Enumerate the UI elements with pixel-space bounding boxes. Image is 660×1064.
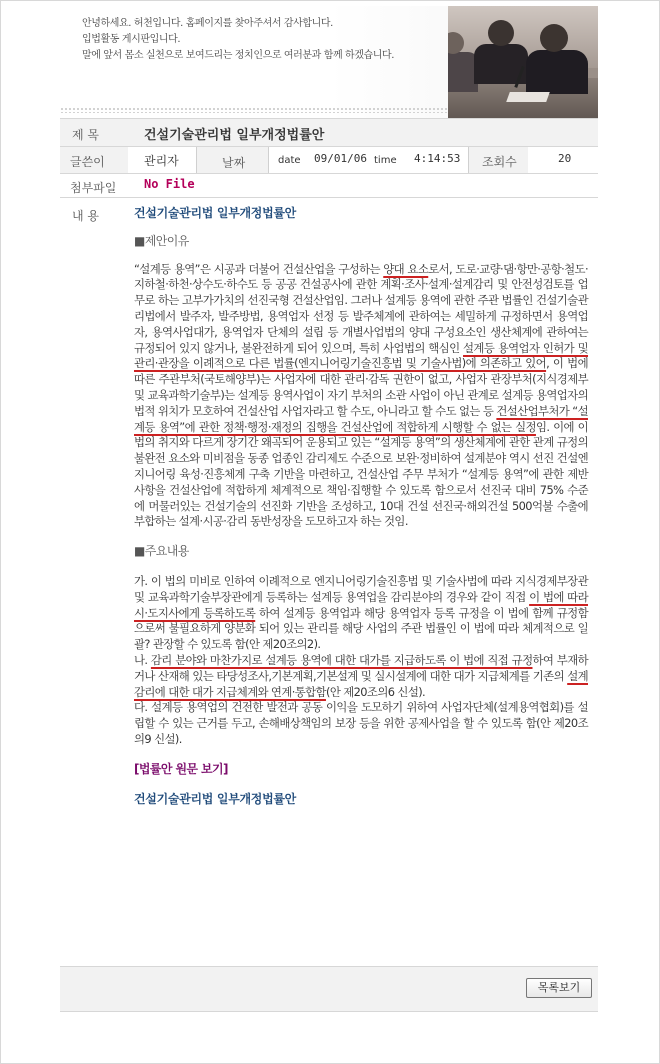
dot-pattern xyxy=(60,107,500,113)
highlight-register-governor: 이 법에 따라 시·도지사에게 등록하도록 xyxy=(134,589,588,620)
highlight-licensing-dependency: 설계등 용역업자 인허가 및 관리·관장을 이례적으로 다른 법률(엔지니어링기술진흥법 및 기술사법)에 의존하고 있어 xyxy=(134,340,589,371)
greeting-line-2: 입법활동 게시판입니다. xyxy=(82,34,181,45)
header-banner xyxy=(60,6,598,121)
list-button[interactable]: 목록보기 xyxy=(526,978,592,998)
main-section-title: ■주요내용 xyxy=(134,544,189,559)
highlight-integration: 설계감리에 대한 대가 지급체계와 연계·통합함 xyxy=(134,668,588,699)
post-title: 건설기술관리법 일부개정법률안 xyxy=(144,128,325,143)
post-content xyxy=(134,206,588,807)
item-na: 나. 감리 분야와 마찬가지로 설계등 용역에 대한 대가를 지급하도록 이 법에 직접 규정하여 부재하거나 산재해 있는 타당성조사,기본계획,기본설계 및 실시설계에 대한 대가 지급체계를 기존의 설계감리에 대한 대가 지급체계와 연계·통합함(안 제20조의6 신설). xyxy=(134,652,588,699)
bottom-bar xyxy=(60,967,598,1011)
date-value: 09/01/06 xyxy=(314,152,367,165)
content-heading: 건설기술관리법 일부개정법률안 xyxy=(134,206,296,220)
reason-section-title: ■제안이유 xyxy=(134,233,189,248)
original-bill-link[interactable]: [법률안 원문 보기] xyxy=(134,761,228,776)
highlight-policy-limitation: 건설산업부처가 “설계등 용역”에 관한 정책·행정·재정의 집행을 건설산업에 적합하게 시행할 수 없는 실정 xyxy=(134,403,588,434)
title-label: 제 목 xyxy=(72,128,99,142)
views-label: 조회수 xyxy=(482,155,517,169)
item-da: 다. 설계등 용역업의 건전한 발전과 공동 이익을 도모하기 위하여 사업자단체(설계용역협회)를 설립할 수 있는 근거를 두고, 손해배상책임의 보장 등을 위한 공제사업을 할 수 있도록 함(안 제20조의9 신설). xyxy=(134,700,588,746)
attachment-label: 첨부파일 xyxy=(70,181,117,195)
footer-heading: 건설기술관리법 일부개정법률안 xyxy=(134,791,296,806)
time-value: 4:14:53 xyxy=(414,152,461,165)
content-label: 내 용 xyxy=(72,209,99,223)
reason-paragraph: “설계등 용역”은 시공과 더불어 건설산업을 구성하는 양대 요소로서, 도로·교량·댐·항만·공항·철도·지하철·하천·상수도·하수도 등 공공 건설공사에 관한 계획·조사·설계·설계감리 및 안전성검토를 업무로 하는 고부가가치의 선진국형 건설산업임. 그러나 설계등 용역에 관한 주관 법률인 건설기술관리법에서 발주자, 발주방법, 용역업자 선정 등 발주체계에 관하여는 세밀하게 규정하면서 용역업자, 용역사업대가, 용역업자 단체의 설립 등 개별사업법의 양대 구성요소인 생산체계에 관하여는 규정되어 있지 않거나, 불완전하게 되어 있으며, 특히 사업법의 핵심인 설계등 용역업자 인허가 및 관리·관장을 이례적으로 다른 법률(엔지니어링기술진흥법 및 기술사법)에 의존하고 있어, 이 법에 따른 주관부처(국토해양부)는 사업자에 대한 관리·감독 권한이 없고, 사업자 관장부처(지식경제부 및 교육과학기술부)는 설계등 용역사업이 자기 부처의 소관 사업이 아닌 관계로 설계등 용역업자의 법적 위치가 모호하여 건설산업 사업자라고 할 수도, 아니라고 할 수도 없는 등 건설산업부처가 “설계등 용역”에 관한 정책·행정·재정의 집행을 건설산업에 적합하게 시행할 수 없는 실정임. 이에 이 법의 취지와 다르게 장기간 왜곡되어 운용되고 있는 “설계등 용역”의 생산체계에 관한 관계 규정의 불완전 요소와 미비점을 동종 업종인 감리제도 수준으로 보완·정비하여 설계분야 역시 선진 건설엔지니어링 육성·진흥체계 구축 기반을 마련하고, 건설산업 주무 부처가 “설계등 용역”에 관한 제반 사항을 건설산업에 적합하게 체계적으로 책임·집행할 수 있도록 함으로서 선진국 대비 75% 수준에 머물러있는 건설기술의 선진화 기반을 조성하고, 10대 건설 선진국·해외건설 500억불 수출에 부합하는 설계·시공·감리 동반성장을 도모하고자 하는 것임. xyxy=(134,261,589,529)
highlight-two-elements: 양대 요소 xyxy=(383,261,429,276)
title-row xyxy=(60,119,598,146)
greeting-line-1: 안녕하세요. 허천입니다. 홈페이지를 찾아주셔서 감사합니다. xyxy=(82,18,333,29)
author-label: 글쓴이 xyxy=(70,155,105,169)
date-prefix: date xyxy=(278,155,301,166)
item-ga: 가. 이 법의 미비로 인하여 이례적으로 엔지니어링기술진흥법 및 기술사법에 따라 지식경제부장관 및 교육과학기술부장관에게 등록하는 설계등 용역업을 감리분야의 경우와 같이 직접 이 법에 따라 시·도지사에게 등록하도록 하여 설계등 용역업과 해당 용역업자 등록 규정을 이 법에 함께 규정함으로써 불필요하게 양분화 되어 있는 관리를 해당 사업의 주관 법률인 이 법에 따라 체계적으로 일괄? 관장할 수 있도록 함(안 제20조의2). xyxy=(134,573,588,652)
views-value: 20 xyxy=(558,152,572,165)
assembly-photo xyxy=(448,6,598,121)
date-label: 날짜 xyxy=(222,156,246,170)
attachment-value: No File xyxy=(144,177,195,191)
time-prefix: time xyxy=(374,155,397,166)
greeting-text xyxy=(82,16,394,64)
author-value: 관리자 xyxy=(144,154,179,168)
greeting-line-3: 말에 앞서 몸소 실천으로 보여드리는 정치인으로 여러분과 함께 하겠습니다. xyxy=(82,50,395,61)
highlight-direct-provision: 감리 분야와 마찬가지로 설계등 용역에 대한 대가를 지급하도록 이 법에 직접 규정 xyxy=(150,652,533,667)
